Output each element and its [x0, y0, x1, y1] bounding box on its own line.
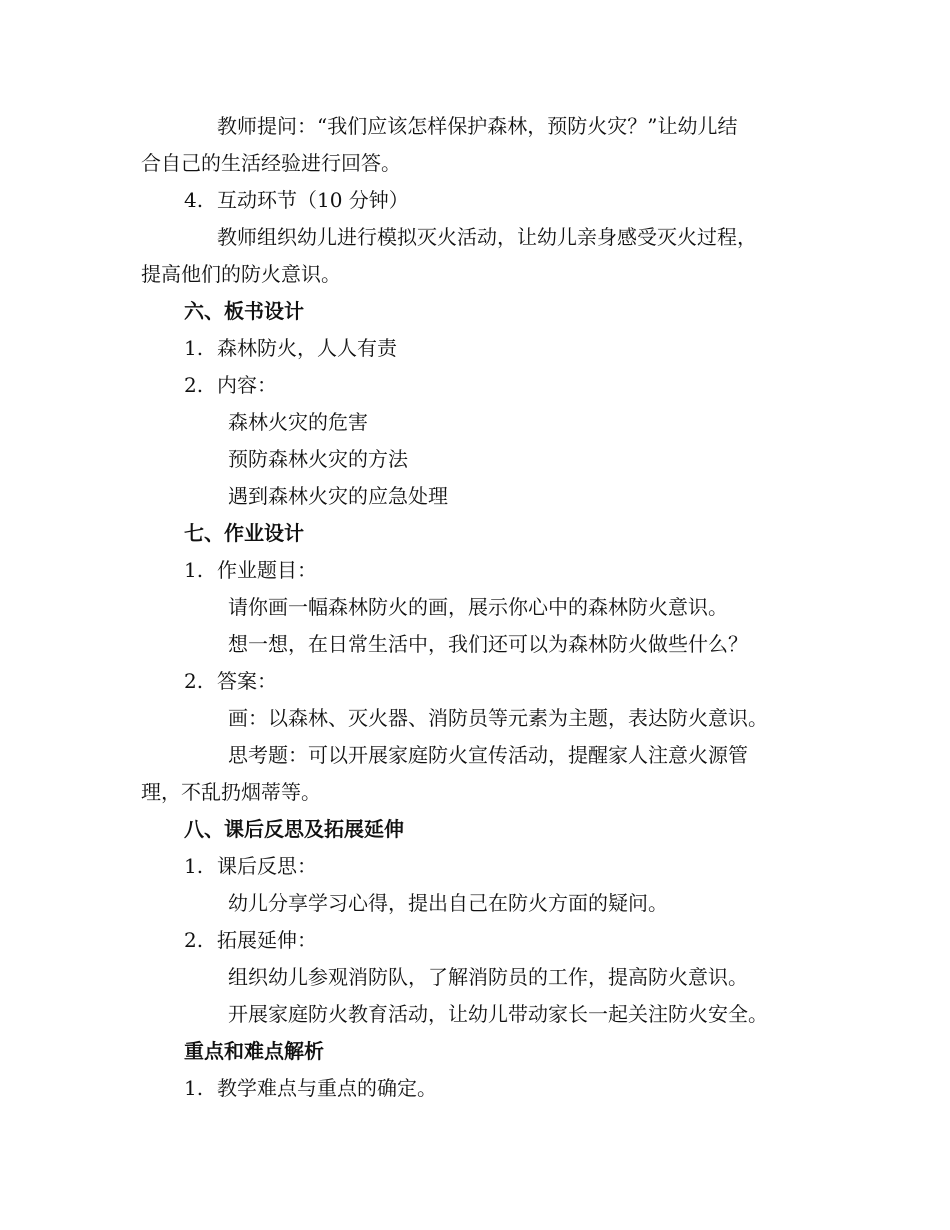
- sub-item: 请你画一幅森林防火的画，展示你心中的森林防火意识。: [228, 595, 728, 619]
- list-item-text: 答案：: [217, 669, 277, 693]
- list-item-text: 作业题目：: [217, 558, 317, 582]
- paragraph-line: 理，不乱扔烟蒂等。: [141, 780, 321, 804]
- list-item-text: 教学难点与重点的确定。: [217, 1076, 437, 1100]
- sub-item: 开展家庭防火教育活动，让幼儿带动家长一起关注防火安全。: [228, 1002, 768, 1026]
- list-number: 2.: [184, 669, 204, 693]
- list-number: 1.: [184, 336, 204, 360]
- sub-item: 组织幼儿参观消防队，了解消防员的工作，提高防火意识。: [228, 965, 748, 989]
- sub-item: 预防森林火灾的方法: [228, 447, 408, 471]
- list-number: 1.: [184, 854, 204, 878]
- list-number: 4.: [184, 188, 204, 212]
- list-item-text: 互动环节（10 分钟）: [217, 188, 409, 212]
- list-number: 2.: [184, 928, 204, 952]
- sub-item: 思考题：可以开展家庭防火宣传活动，提醒家人注意火源管: [228, 743, 748, 767]
- sub-item: 想一想，在日常生活中，我们还可以为森林防火做些什么？: [228, 632, 748, 656]
- list-item-text: 课后反思：: [217, 854, 317, 878]
- paragraph-line: 教师提问：“我们应该怎样保护森林，预防火灾？”让幼儿结: [217, 114, 738, 138]
- section-heading: 八、课后反思及拓展延伸: [184, 817, 404, 841]
- sub-item: 画：以森林、灭火器、消防员等元素为主题，表达防火意识。: [228, 706, 768, 730]
- paragraph-line: 合自己的生活经验进行回答。: [141, 151, 401, 175]
- list-number: 1.: [184, 1076, 204, 1100]
- list-number: 2.: [184, 373, 204, 397]
- section-heading: 重点和难点解析: [184, 1039, 324, 1063]
- paragraph-line: 教师组织幼儿进行模拟灭火活动，让幼儿亲身感受灭火过程，: [217, 225, 757, 249]
- list-item-text: 森林防火，人人有责: [217, 336, 397, 360]
- list-item-text: 拓展延伸：: [217, 928, 317, 952]
- paragraph-line: 提高他们的防火意识。: [141, 262, 341, 286]
- section-heading: 六、板书设计: [184, 299, 304, 323]
- section-heading: 七、作业设计: [184, 521, 304, 545]
- sub-item: 遇到森林火灾的应急处理: [228, 484, 448, 508]
- sub-item: 幼儿分享学习心得，提出自己在防火方面的疑问。: [228, 891, 668, 915]
- sub-item: 森林火灾的危害: [228, 410, 368, 434]
- list-item-text: 内容：: [217, 373, 277, 397]
- list-number: 1.: [184, 558, 204, 582]
